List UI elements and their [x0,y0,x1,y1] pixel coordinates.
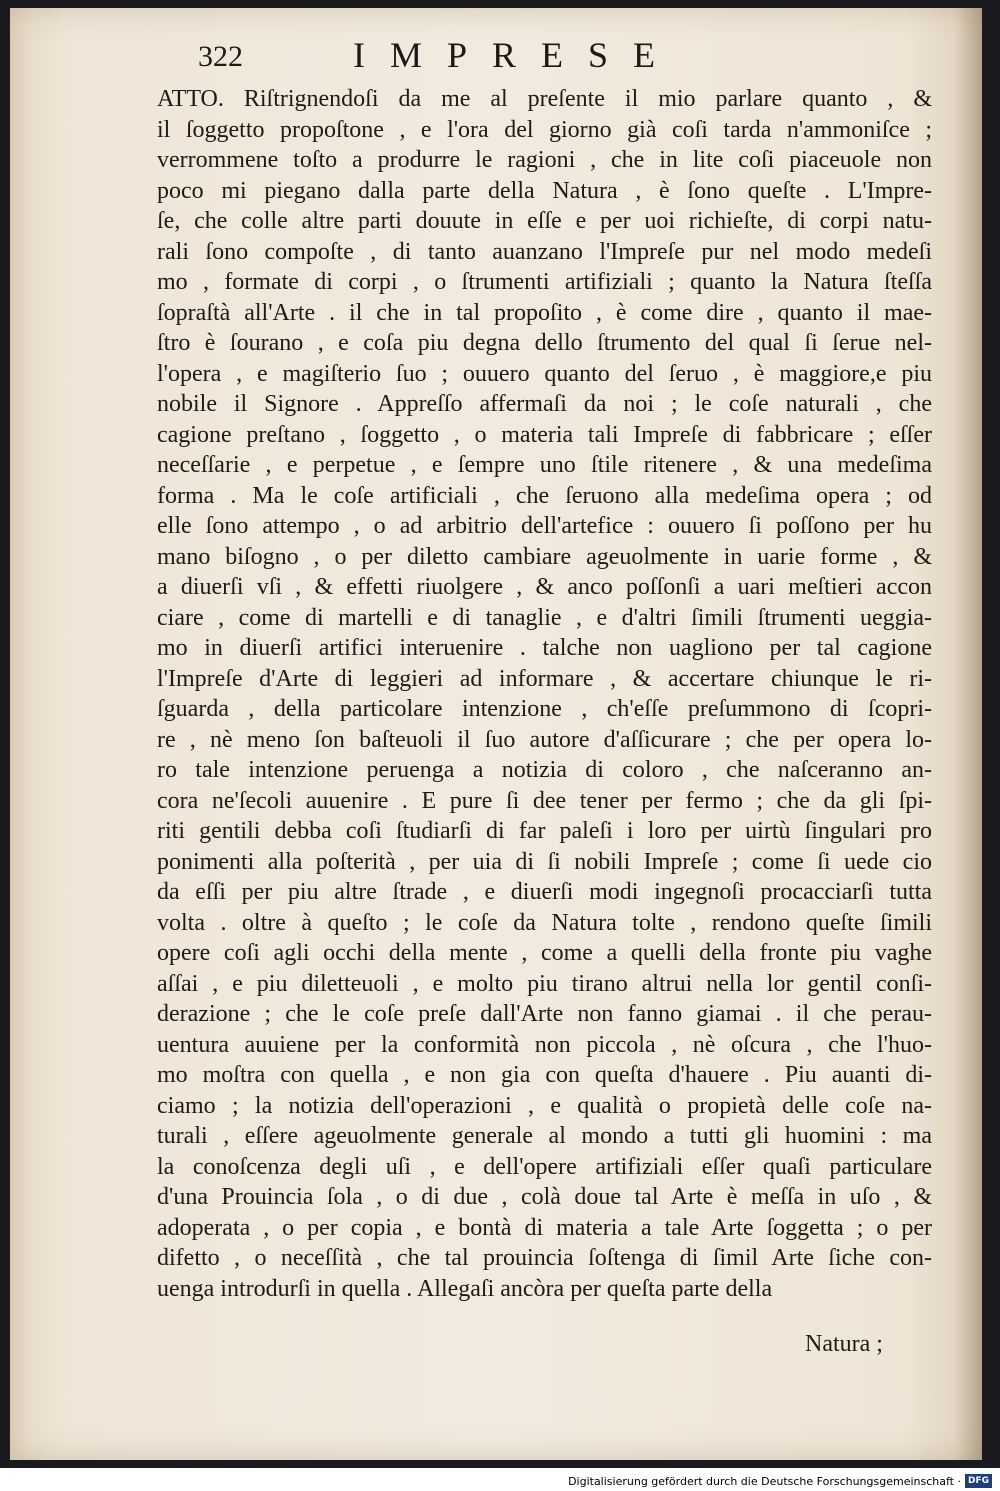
text-line: elle ſono attempo , o ad arbitrio dell'artefice : ouuero ſi poſſono per hu [157,513,932,539]
text-line: neceſſarie , e perpetue , e ſempre uno ſtile ritenere , & una medeſima [157,452,932,478]
text-line: l'opera , e magiſterio ſuo ; ouuero quanto del ſeruo , è maggiore,e piu [157,360,932,387]
text-line: opere coſi agli occhi della mente , come a quelli della fronte piu vaghe [157,940,932,966]
page-gutter-shadow [954,8,982,1460]
text-line: nobile il Signore . Appreſſo affermaſi da noi ; le coſe naturali , che [157,391,932,417]
text-line: ATTO. Riſtrignendoſi da me al preſente il mio parlare quanto , & [157,86,932,112]
body-text [157,84,932,1304]
text-line: cagione preſtano , ſoggetto , o materia tali Impreſe di fabbricare ; eſſer [157,421,932,448]
text-line: ro tale intenzione peruenga a notizia di coloro , che naſceranno an- [157,757,932,783]
dfg-logo: DFG [965,1474,992,1488]
text-line: ſopraſtà all'Arte . il che in tal propoſito , è come dire , quanto il mae- [157,299,932,326]
text-line: ciare , come di martelli e di tanaglie , e d'altri ſimili ſtrumenti ueggia- [157,604,932,631]
text-line: ſtro è ſourano , e coſa piu degna dello ſtrumento del qual ſi ſerue nel- [157,330,932,356]
page-number: 322 [198,40,243,73]
text-line: turali , eſſere ageuolmente generale al mondo a tutti gli huomini : ma [157,1123,932,1149]
text-line: mano biſogno , o per diletto cambiare ageuolmente in uarie forme , & [157,543,932,570]
footer-credit: Digitalisierung gefördert durch die Deutsche Forschungsgemeinschaft · [568,1474,961,1488]
text-line: derazione ; che le coſe preſe dall'Arte non fanno giamai . il che perau- [157,1001,932,1027]
text-line: mo moſtra con quella , e non gia con queſta d'hauere . Piu auanti di- [157,1062,932,1088]
text-line: l'Impreſe d'Arte di leggieri ad informare , & accertare chiunque le ri- [157,665,932,692]
text-line: riti gentili debba coſi ſtudiarſi di far paleſi i loro per uirtù ſingulari pro [157,818,932,844]
text-line: mo , formate di corpi , o ſtrumenti artifiziali ; quanto la Natura ſteſſa [157,269,932,295]
text-line: re , nè meno ſon baſteuoli il ſuo autore d'aſſicurare ; che per opera lo- [157,726,932,753]
text-line: aſſai , e piu diletteuoli , e molto piu tirano altrui nella lor gentil conſi- [157,970,932,997]
text-line: cora ne'ſecoli auuenire . E pure ſi dee tener per fermo ; che da gli ſpi- [157,787,932,814]
text-line: adoperata , o per copia , e bontà di materia a tale Arte ſoggetta ; o per [157,1214,932,1241]
text-line: mo in diuerſi artifici interuenire . talche non uagliono per tal cagione [157,635,932,661]
catchword: Natura ; [805,1331,883,1357]
text-line: uenga introdurſi in quella . Allegaſi ancòra per queſta parte della [157,1275,773,1302]
text-line: ſe, che colle altre parti douute in eſſe e per uoi richieſte, di corpi natu- [157,208,932,234]
text-line: poco mi piegano dalla parte della Natura , è ſono queſte . L'Impre- [157,177,932,204]
text-line: rali ſono compoſte , di tanto auanzano l'Impreſe pur nel modo medeſi [157,238,932,265]
text-line: la conoſcenza degli uſi , e dell'opere artifiziali eſſer quaſi particulare [157,1153,932,1180]
text-line: d'una Prouincia ſola , o di due , colà doue tal Arte è meſſa in uſo , & [157,1184,932,1210]
text-line: il ſoggetto propoſtone , e l'ora del giorno già coſi tarda n'ammoniſce ; [157,116,932,143]
text-line: forma . Ma le coſe artificiali , che ſeruono alla medeſima opera ; od [157,482,932,509]
text-line: ſguarda , della particolare intenzione , ch'eſſe preſummono di ſcopri- [157,696,932,722]
text-line: volta . oltre à queſto ; le coſe da Natura tolte , rendono queſte ſimili [157,909,932,936]
text-line: verrommene toſto a produrre le ragioni , che in lite coſi piaceuole non [157,147,932,173]
text-line: da eſſi per piu altre ſtrade , e diuerſi modi ingegnoſi procacciarſi tutta [157,879,932,905]
digitization-footer [568,1474,992,1488]
text-line: a diuerſi vſi , & effetti riuolgere , & anco poſſonſi a uari meſtieri accon [157,574,932,600]
running-title: IMPRESE [353,35,681,75]
text-line: uentura auuiene per la conformità non piccola , nè oſcura , che l'huo- [157,1031,932,1058]
text-line: ponimenti alla poſterità , per uia di ſi nobili Impreſe ; come ſi uede cio [157,848,932,875]
text-line: ciamo ; la notizia dell'operazioni , e qualità o propietà delle coſe na- [157,1092,932,1119]
text-line: difetto , o neceſſità , che tal prouincia ſoſtenga di ſimil Arte ſiche con- [157,1245,932,1271]
